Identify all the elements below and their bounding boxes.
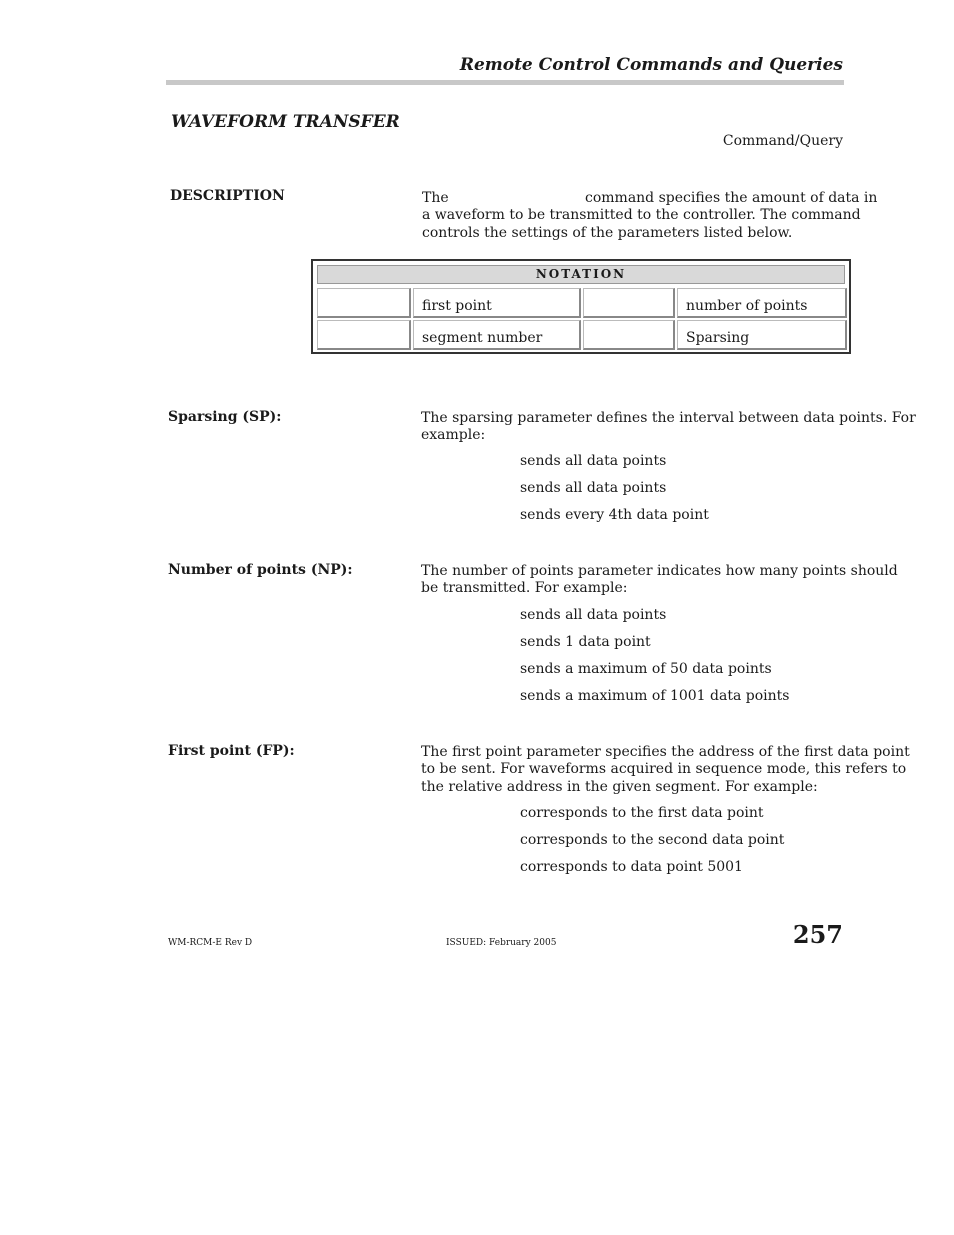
notation-title <box>317 265 845 284</box>
description-line-2: a waveform to be transmitted to the controller. The command <box>422 207 861 223</box>
page-number: 257 <box>792 920 843 949</box>
footer-doc-id: WM-RCM-E Rev D <box>168 938 253 948</box>
notation-cell-r2c4: Sparsing <box>677 320 847 350</box>
first-point-example-3: corresponds to data point 5001 <box>520 859 743 875</box>
description-line-3: controls the settings of the parameters listed below. <box>422 225 793 241</box>
footer-issued: ISSUED: February 2005 <box>446 938 557 948</box>
notation-cell-r2c3 <box>583 320 675 350</box>
sparsing-line-2: example: <box>421 427 486 443</box>
section-title: WAVEFORM TRANSFER <box>171 112 400 132</box>
num-points-example-1: sends all data points <box>520 607 667 623</box>
sparsing-example-3: sends every 4th data point <box>520 507 709 523</box>
num-points-example-3: sends a maximum of 50 data points <box>520 661 772 677</box>
sparsing-example-2: sends all data points <box>520 480 667 496</box>
sparsing-line-1: The sparsing parameter defines the interval between data points. For <box>421 410 916 426</box>
running-header: Remote Control Commands and Queries <box>459 55 843 75</box>
notation-cell-r2c1 <box>317 320 411 350</box>
num-points-example-4: sends a maximum of 1001 data points <box>520 688 790 704</box>
description-line-1: command specifies the amount of data in <box>585 190 878 206</box>
first-point-example-1: corresponds to the first data point <box>520 805 764 821</box>
num-points-line-2: be transmitted. For example: <box>421 580 628 596</box>
first-point-line-3: the relative address in the given segment. For example: <box>421 779 818 795</box>
sparsing-label: Sparsing (SP): <box>168 409 282 425</box>
num-points-line-1: The number of points parameter indicates how many points should <box>421 563 898 579</box>
notation-cell-r1c4: number of points <box>677 288 847 318</box>
notation-cell-r1c1 <box>317 288 411 318</box>
description-lead: The <box>422 190 449 206</box>
description-label: DESCRIPTION <box>170 188 285 204</box>
num-points-example-2: sends 1 data point <box>520 634 651 650</box>
sparsing-example-1: sends all data points <box>520 453 667 469</box>
notation-title-text: NOTATION <box>535 267 627 281</box>
first-point-label: First point (FP): <box>168 743 295 759</box>
notation-cell-r1c2: first point <box>413 288 581 318</box>
first-point-line-1: The first point parameter specifies the address of the first data point <box>421 744 910 760</box>
notation-cell-r2c2: segment number <box>413 320 581 350</box>
header-rule <box>166 80 844 85</box>
first-point-line-2: to be sent. For waveforms acquired in sequence mode, this refers to <box>421 761 907 777</box>
first-point-example-2: corresponds to the second data point <box>520 832 785 848</box>
num-points-label: Number of points (NP): <box>168 562 353 578</box>
command-type: Command/Query <box>722 133 843 149</box>
notation-table <box>311 259 851 354</box>
notation-cell-r1c3 <box>583 288 675 318</box>
